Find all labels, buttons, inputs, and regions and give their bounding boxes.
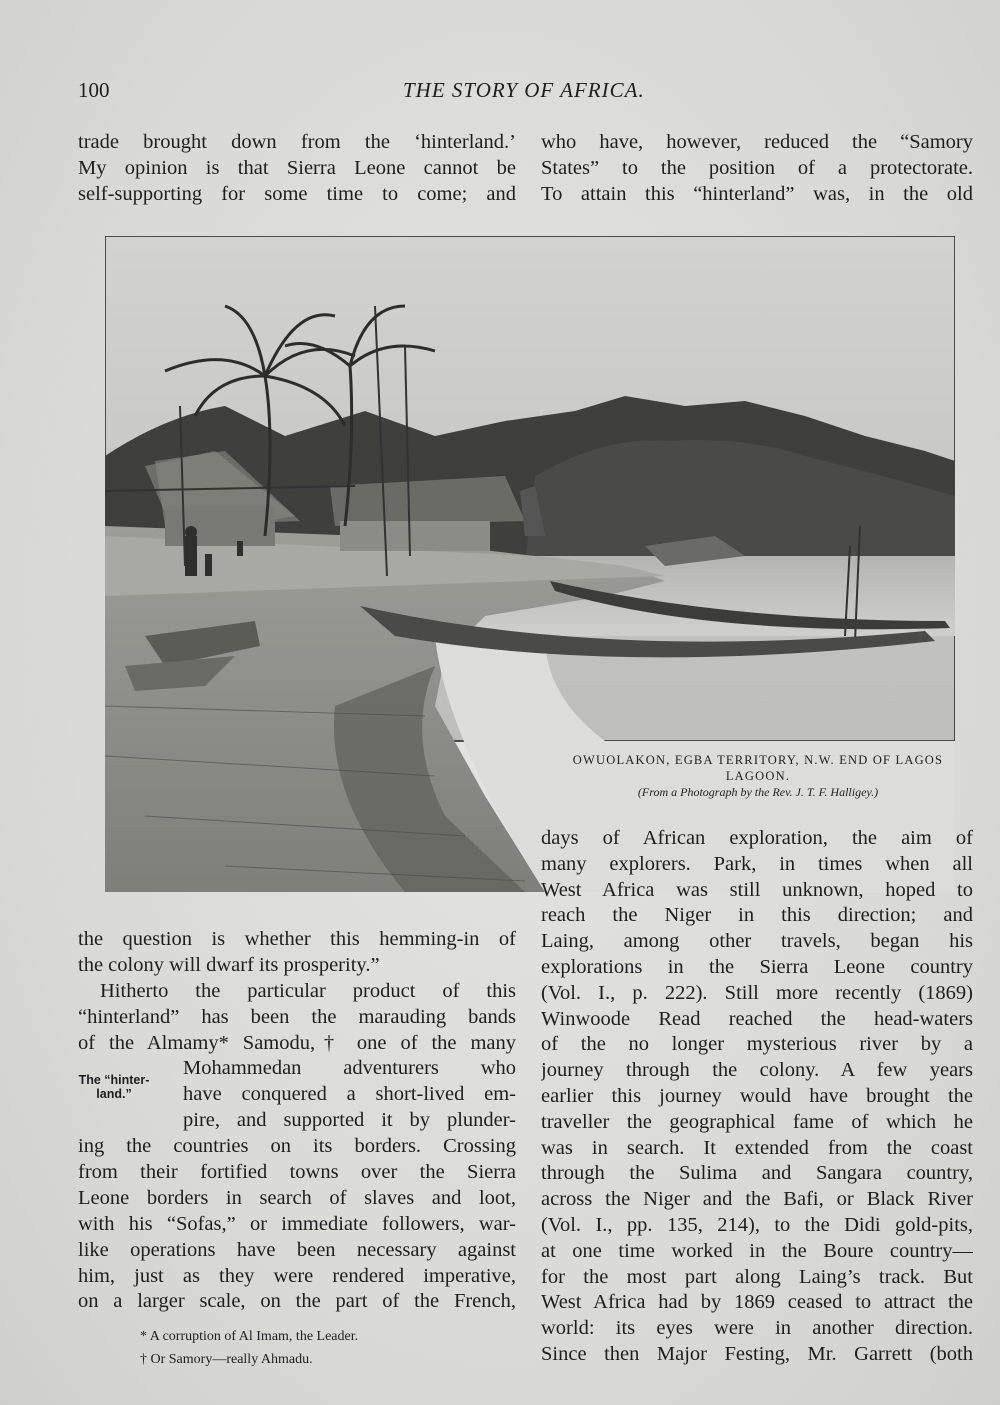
caption-title-continued: LAGOON. bbox=[725, 769, 791, 783]
caption-title: OWUOLAKON, EGBA TERRITORY, N.W. END OF LAGOS bbox=[572, 753, 944, 767]
text-line: trade brought down from the ‘hinterland.’ bbox=[78, 131, 516, 153]
text-line: My opinion is that Sierra Leone cannot be bbox=[78, 157, 516, 179]
margin-note-line: The “hinter- bbox=[78, 1073, 150, 1087]
text-line: Leone borders in search of slaves and loot, bbox=[78, 1186, 516, 1209]
text-line: “hinterland” has been the marauding bands bbox=[78, 1005, 516, 1028]
text-line: with his “Sofas,” or immediate followers, war- bbox=[78, 1212, 516, 1235]
footnotes bbox=[140, 1325, 358, 1371]
text-line: world: its eyes were in another direction. bbox=[541, 1317, 973, 1340]
text-line: reach the Niger in this direction; and bbox=[541, 904, 973, 927]
text-line: of the no longer mysterious river by a bbox=[541, 1033, 973, 1056]
text-line: earlier this journey would have brought the bbox=[541, 1084, 973, 1107]
text-line: To attain this “hinterland” was, in the old bbox=[541, 183, 973, 205]
text-line: who have, however, reduced the “Samory bbox=[541, 131, 973, 153]
text-line: on a larger scale, on the part of the French, bbox=[78, 1290, 516, 1313]
text-line: Winwoode Read reached the head-waters bbox=[541, 1007, 973, 1030]
text-line: West Africa had by 1869 ceased to attract the bbox=[541, 1291, 973, 1314]
right-column-bottom bbox=[541, 826, 973, 1368]
text-line: journey through the colony. A few years bbox=[541, 1059, 973, 1082]
text-line: ing the countries on its borders. Crossing bbox=[78, 1135, 516, 1158]
text-line: across the Niger and the Bafi, or Black River bbox=[541, 1188, 973, 1211]
text-line: for the most part along Laing’s track. But bbox=[541, 1265, 973, 1288]
text-line: days of African exploration, the aim of bbox=[541, 827, 973, 849]
text-line: traveller the geographical fame of which he bbox=[541, 1110, 973, 1133]
page-header bbox=[78, 78, 940, 108]
text-line: the question is whether this hemming-in of bbox=[78, 928, 516, 950]
text-line: (Vol. I., p. 222). Still more recently (1869) bbox=[541, 981, 973, 1004]
running-head: THE STORY OF AFRICA. bbox=[403, 78, 645, 102]
text-line: him, just as they were rendered imperative, bbox=[78, 1264, 516, 1287]
text-line: Since then Major Festing, Mr. Garrett (both bbox=[541, 1342, 973, 1365]
text-line: have conquered a short-lived em- bbox=[183, 1083, 516, 1106]
left-column-bottom bbox=[78, 927, 516, 1315]
text-line: many explorers. Park, in times when all bbox=[541, 852, 973, 875]
figure-caption bbox=[548, 752, 968, 800]
text-line: (Vol. I., pp. 135, 214), to the Didi gold-pits, bbox=[541, 1213, 973, 1236]
text-line: the colony will dwarf its prosperity.” bbox=[78, 953, 380, 976]
text-line: States” to the position of a protectorate. bbox=[541, 157, 973, 179]
text-line: West Africa was still unknown, hoped to bbox=[541, 878, 973, 901]
text-line: from their fortified towns over the Sierra bbox=[78, 1161, 516, 1184]
text-line: Hitherto the particular product of this bbox=[100, 979, 516, 1002]
text-line: of the Almamy* Samodu,† one of the many bbox=[78, 1031, 516, 1054]
footnote: * A corruption of Al Imam, the Leader. bbox=[140, 1329, 359, 1344]
page-number: 100 bbox=[78, 78, 110, 102]
text-line: explorations in the Sierra Leone country bbox=[541, 955, 973, 978]
margin-note bbox=[74, 1073, 154, 1101]
right-column-top bbox=[541, 129, 973, 207]
text-line: Mohammedan adventurers who bbox=[183, 1057, 516, 1080]
text-line: through the Sulima and Sangara country, bbox=[541, 1162, 973, 1185]
text-line: at one time worked in the Boure country— bbox=[541, 1239, 973, 1262]
text-line: self-supporting for some time to come; and bbox=[78, 183, 516, 205]
left-column-top bbox=[78, 129, 516, 207]
footnote: † Or Samory—really Ahmadu. bbox=[140, 1352, 313, 1367]
text-line: Laing, among other travels, began his bbox=[541, 930, 973, 953]
caption-credit: (From a Photograph by the Rev. J. T. F. Halligey.) bbox=[637, 785, 879, 799]
text-line: pire, and supported it by plunder- bbox=[183, 1109, 516, 1132]
text-line: was in search. It extended from the coast bbox=[541, 1136, 973, 1159]
text-line: like operations have been necessary against bbox=[78, 1238, 516, 1261]
margin-note-line: land.” bbox=[96, 1087, 132, 1101]
